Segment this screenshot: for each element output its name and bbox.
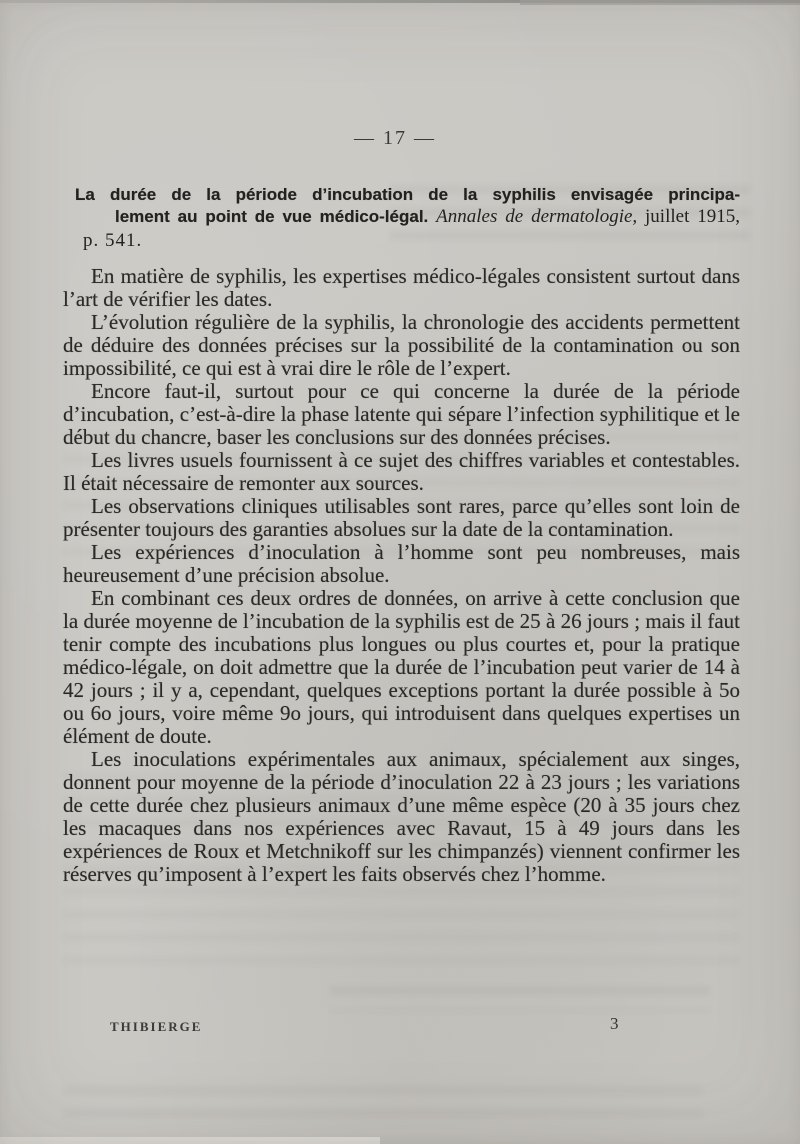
- journal-citation: Annales de dermatologie,: [436, 206, 638, 227]
- body-paragraph: En combinant ces deux ordres de données, on arrive à cette conclusion que la durée moyenne de l’incubation de la syphilis est de 25 à 26 jours ; mais il faut tenir compte des incubations plus longues ou plus courtes et, pour la pratique médico-légale, on doit admettre que la durée de l’incubation peut varier de 14 à 42 jours ; il y a, cependant, quelques exceptions portant la durée possible à 5o ou 6o jours, voire même 9o jours, qui introduisent dans quelques expertises un élément de doute.: [63, 586, 740, 748]
- article-body: [63, 265, 740, 886]
- body-paragraph: Encore faut-il, surtout pour ce qui concerne la durée de la période d’incubation, c’est-à-dire la phase latente qui sépare l’infection syphilitique et le début du chancre, baser les conclusions sur des données précises.: [63, 379, 740, 449]
- body-paragraph: Les livres usuels fournissent à ce sujet des chiffres variables et contestables. Il était nécessaire de remonter aux sources.: [63, 448, 740, 495]
- body-paragraph: Les inoculations expérimentales aux animaux, spécialement aux singes, donnent pour moyenne de la période d’inoculation 22 à 23 jours ; les variations de cette durée chez plusieurs animaux d’une même espèce (20 à 35 jours chez les macaques dans nos expériences avec Ravaut, 15 à 49 jours dans les expériences de Roux et Metchnikoff sur les chimpanzés) viennent confirmer les réserves qu’imposent à l’expert les faits observés chez l’homme.: [63, 747, 740, 886]
- bleedthrough-smudge: [63, 1086, 703, 1120]
- footer-signature-number: 3: [610, 1014, 619, 1033]
- body-paragraph: L’évolution régulière de la syphilis, la chronologie des accidents permettent de déduire des données précises sur la possibilité de la contamination ou son impossibilité, ce qui est à vrai dire le rôle de l’expert.: [63, 310, 740, 380]
- footer-author-name: THIBIERGE: [110, 1019, 203, 1034]
- body-paragraph: En matière de syphilis, les expertises médico-légales consistent surtout dans l’art de vérifier les dates.: [63, 264, 740, 311]
- heading-line-2: [115, 206, 740, 228]
- scan-edge-bottom-left: [0, 1137, 380, 1144]
- page-number: — 17 —: [354, 127, 436, 149]
- body-paragraph: Les observations cliniques utilisables sont rares, parce qu’elles sont loin de présenter toujours des garanties absolues sur la date de la contamination.: [63, 494, 740, 541]
- citation-page-ref: p. 541.: [83, 230, 143, 251]
- citation-date: juillet 1915,: [645, 206, 741, 227]
- heading-title-continued: lement au point de vue médico-légal.: [115, 207, 429, 226]
- heading-line-1: La durée de la période d’incubation de la syphilis envisagée principa-: [75, 185, 740, 204]
- body-paragraph: Les expériences d’inoculation à l’homme sont peu nombreuses, mais heureusement d’une précision absolue.: [63, 540, 740, 587]
- scan-edge-top-right: [520, 0, 800, 5]
- bleedthrough-smudge: [330, 986, 710, 1012]
- article-heading: [75, 184, 740, 252]
